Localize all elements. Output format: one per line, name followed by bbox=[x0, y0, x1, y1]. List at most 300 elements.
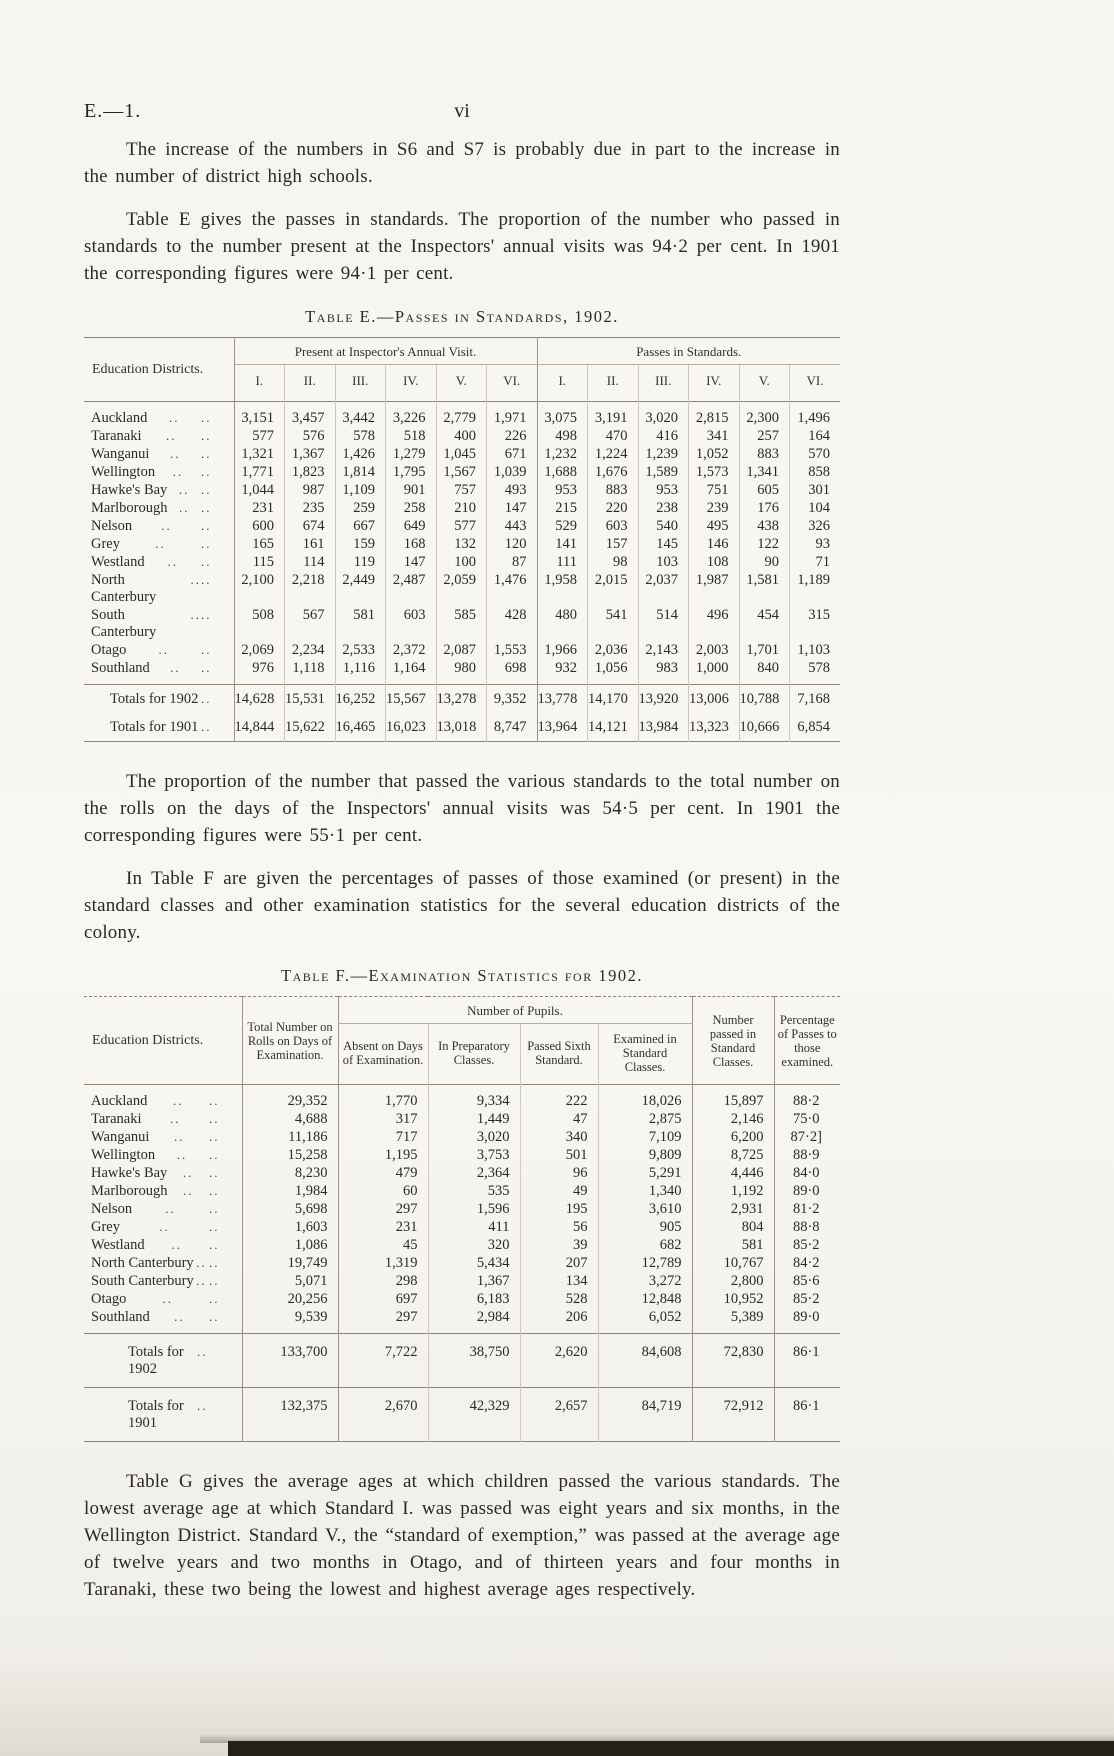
value-cell: 161 bbox=[285, 535, 336, 553]
table-row bbox=[84, 1146, 840, 1164]
value-cell: 4,688 bbox=[242, 1110, 338, 1128]
totals-label bbox=[84, 690, 224, 708]
value-cell: 1,000 bbox=[689, 659, 740, 685]
value-cell: 600 bbox=[252, 518, 274, 534]
value-cell: 164 bbox=[790, 427, 841, 445]
leader-dots: .. bbox=[200, 500, 212, 515]
value-cell: 132,375 bbox=[242, 1388, 338, 1442]
value-cell: 1,984 bbox=[242, 1182, 338, 1200]
value-cell: 84·2 bbox=[774, 1254, 840, 1272]
value-cell: 231 bbox=[338, 1218, 428, 1236]
value-cell: 222 bbox=[520, 1085, 598, 1111]
table-row bbox=[84, 1164, 840, 1182]
table-e-standard-col-passes-6: VI. bbox=[790, 365, 841, 402]
value-cell: 953 bbox=[638, 481, 689, 499]
district-cell bbox=[84, 553, 234, 571]
leader-dots: .. bbox=[170, 660, 181, 675]
district-name: Marlborough bbox=[91, 500, 168, 516]
value-cell: 717 bbox=[338, 1128, 428, 1146]
table-f bbox=[84, 996, 840, 1442]
value-cell: 905 bbox=[598, 1218, 692, 1236]
table-e-standard-col-passes-3: III. bbox=[638, 365, 689, 402]
value-cell: 56 bbox=[520, 1218, 598, 1236]
table-e-group-passes-header: Passes in Standards. bbox=[537, 338, 840, 365]
value-cell: 9,809 bbox=[598, 1146, 692, 1164]
value-cell: 8,747 bbox=[487, 713, 538, 742]
district-label bbox=[84, 1182, 232, 1200]
value-cell: 20,256 bbox=[242, 1290, 338, 1308]
value-cell: 603 bbox=[588, 517, 639, 535]
leader-dots: .. bbox=[200, 428, 212, 443]
page-header bbox=[84, 100, 840, 136]
value-cell: 13,964 bbox=[537, 713, 588, 742]
value-cell: 72,912 bbox=[692, 1388, 774, 1442]
value-cell: 114 bbox=[285, 553, 336, 571]
value-cell: 1,195 bbox=[338, 1146, 428, 1164]
leader-dots: .. bbox=[209, 1309, 220, 1324]
value-cell: 1,321 bbox=[241, 446, 274, 462]
value-cell: 682 bbox=[598, 1236, 692, 1254]
value-cell: 501 bbox=[520, 1146, 598, 1164]
table-row bbox=[84, 1085, 840, 1111]
value-cell: 207 bbox=[520, 1254, 598, 1272]
value-cell: 603 bbox=[386, 606, 437, 641]
value-cell: 86·1 bbox=[774, 1334, 840, 1388]
table-row bbox=[84, 1110, 840, 1128]
district-cell bbox=[84, 1128, 242, 1146]
table-e-standard-col-present-3: III. bbox=[335, 365, 386, 402]
value-cell: 39 bbox=[520, 1236, 598, 1254]
value-cell: 1,367 bbox=[428, 1272, 520, 1290]
value-cell: 529 bbox=[537, 517, 588, 535]
value-cell: 1,052 bbox=[689, 445, 740, 463]
value-cell: 5,698 bbox=[242, 1200, 338, 1218]
value-cell: 159 bbox=[335, 535, 386, 553]
value-cell: 585 bbox=[436, 606, 487, 641]
page-content bbox=[84, 100, 840, 1619]
district-label bbox=[84, 1200, 232, 1218]
value-cell: 840 bbox=[739, 659, 790, 685]
value-cell: 514 bbox=[638, 606, 689, 641]
leader-dots: .. bbox=[190, 572, 201, 587]
value-cell: 16,023 bbox=[386, 713, 437, 742]
district-label bbox=[84, 1146, 232, 1164]
value-cell: 1,688 bbox=[537, 463, 588, 481]
value-cell: 85·2 bbox=[774, 1236, 840, 1254]
value-cell: 134 bbox=[520, 1272, 598, 1290]
totals-label-cell bbox=[84, 1334, 242, 1388]
district-cell bbox=[84, 606, 234, 641]
value-cell: 341 bbox=[689, 427, 740, 445]
value-cell: 1,770 bbox=[338, 1085, 428, 1111]
table-e-standard-col-present-4: IV. bbox=[386, 365, 437, 402]
value-cell: 578 bbox=[790, 659, 841, 685]
value-cell: 16,252 bbox=[335, 685, 386, 714]
value-cell: 1,567 bbox=[436, 463, 487, 481]
district-cell bbox=[84, 427, 234, 445]
leader-dots: .. bbox=[200, 554, 212, 569]
value-cell: 3,151 bbox=[241, 410, 274, 426]
table-row bbox=[84, 1218, 840, 1236]
leader-dots: .. bbox=[201, 536, 212, 551]
value-cell: 29,352 bbox=[242, 1085, 338, 1111]
value-cell: 400 bbox=[436, 427, 487, 445]
value-cell: 4,446 bbox=[692, 1164, 774, 1182]
value-cell: 220 bbox=[588, 499, 639, 517]
value-cell: 1,103 bbox=[790, 641, 841, 659]
value-cell: 416 bbox=[638, 427, 689, 445]
value-cell: 235 bbox=[285, 499, 336, 517]
table-e-totals bbox=[84, 685, 840, 742]
district-name: Auckland bbox=[91, 1093, 148, 1109]
value-cell: 1,476 bbox=[487, 571, 538, 606]
table-row bbox=[84, 571, 840, 606]
table-row bbox=[84, 1200, 840, 1218]
district-cell bbox=[84, 571, 234, 606]
value-cell: 1,109 bbox=[335, 481, 386, 499]
value-cell: 1,795 bbox=[386, 463, 437, 481]
value-cell: 45 bbox=[338, 1236, 428, 1254]
value-cell: 454 bbox=[739, 606, 790, 641]
value-cell: 104 bbox=[790, 499, 841, 517]
leader-dots: .. bbox=[166, 428, 177, 443]
value-cell: 2,815 bbox=[689, 402, 740, 428]
table-row bbox=[84, 445, 840, 463]
district-cell bbox=[84, 1272, 242, 1290]
value-cell: 498 bbox=[537, 427, 588, 445]
leader-dots: .. bbox=[178, 482, 190, 497]
value-cell: 2,015 bbox=[588, 571, 639, 606]
value-cell: 119 bbox=[335, 553, 386, 571]
value-cell: 13,278 bbox=[436, 685, 487, 714]
value-cell: 411 bbox=[428, 1218, 520, 1236]
value-cell: 75·0 bbox=[774, 1110, 840, 1128]
district-cell bbox=[84, 1236, 242, 1254]
value-cell: 698 bbox=[487, 659, 538, 685]
district-name: Hawke's Bay bbox=[91, 1165, 168, 1181]
value-cell: 297 bbox=[338, 1308, 428, 1334]
value-cell: 2,800 bbox=[692, 1272, 774, 1290]
value-cell: 301 bbox=[790, 481, 841, 499]
value-cell: 1,426 bbox=[335, 445, 386, 463]
leader-dots: .. bbox=[170, 1111, 181, 1126]
value-cell: 259 bbox=[335, 499, 386, 517]
leader-dots: .. bbox=[173, 1129, 185, 1144]
value-cell: 89·0 bbox=[774, 1182, 840, 1200]
value-cell: 13,984 bbox=[638, 713, 689, 742]
district-label bbox=[84, 1254, 232, 1272]
table-f-district-header: Education Districts. bbox=[84, 997, 242, 1085]
value-cell: 165 bbox=[252, 536, 274, 552]
district-label bbox=[84, 641, 224, 659]
value-cell: 976 bbox=[252, 660, 274, 676]
value-cell: 493 bbox=[487, 481, 538, 499]
district-name: Southland bbox=[91, 660, 150, 676]
value-cell: 122 bbox=[739, 535, 790, 553]
value-cell: 1,701 bbox=[739, 641, 790, 659]
value-cell: 980 bbox=[436, 659, 487, 685]
table-row bbox=[84, 1182, 840, 1200]
value-cell: 2,146 bbox=[692, 1110, 774, 1128]
totals-label-text: Totals for 1901 bbox=[128, 1398, 184, 1431]
doc-reference: E.—1. bbox=[84, 100, 142, 122]
leader-dots: .. bbox=[201, 446, 212, 461]
value-cell: 8,230 bbox=[242, 1164, 338, 1182]
value-cell: 495 bbox=[689, 517, 740, 535]
district-cell bbox=[84, 402, 234, 428]
leader-dots: .. bbox=[176, 1147, 188, 1162]
value-cell: 14,121 bbox=[588, 713, 639, 742]
leader-dots: .. bbox=[208, 1147, 220, 1162]
district-cell bbox=[84, 1182, 242, 1200]
value-cell: 1,596 bbox=[428, 1200, 520, 1218]
leader-dots: .. bbox=[171, 1237, 183, 1252]
value-cell: 2,059 bbox=[436, 571, 487, 606]
value-cell: 100 bbox=[436, 553, 487, 571]
value-cell: 84,608 bbox=[598, 1334, 692, 1388]
table-f-pupils-group-header: Number of Pupils. bbox=[338, 997, 692, 1024]
value-cell: 932 bbox=[537, 659, 588, 685]
value-cell: 674 bbox=[285, 517, 336, 535]
paragraph-table-g-average-ages: Table G gives the average ages at which children passed the various standards. The lowest average age at which Standard I. was passed was eight years and six months, in the Wellington District. Standard V., the “standard of exemption,” was passed at the average age of twelve years and two months in Otago, and of thirteen years and four months in Taranaki, these two being the lowest and highest average ages respectively. bbox=[84, 1471, 840, 1600]
value-cell: 858 bbox=[790, 463, 841, 481]
value-cell: 1,279 bbox=[386, 445, 437, 463]
district-name: South Canterbury bbox=[91, 1273, 194, 1289]
district-cell bbox=[84, 463, 234, 481]
table-row bbox=[84, 517, 840, 535]
value-cell: 667 bbox=[335, 517, 386, 535]
value-cell: 14,170 bbox=[588, 685, 639, 714]
value-cell: 2,779 bbox=[436, 402, 487, 428]
value-cell: 98 bbox=[588, 553, 639, 571]
leader-dots: .. bbox=[201, 660, 212, 675]
district-name: Nelson bbox=[91, 1201, 133, 1217]
value-cell: 96 bbox=[520, 1164, 598, 1182]
table-e-standard-col-present-1: I. bbox=[255, 373, 264, 388]
district-name: Marlborough bbox=[91, 1183, 168, 1199]
table-row bbox=[84, 606, 840, 641]
district-label bbox=[84, 1290, 232, 1308]
value-cell: 1,044 bbox=[241, 482, 274, 498]
value-cell: 496 bbox=[689, 606, 740, 641]
totals-row bbox=[84, 1334, 840, 1388]
leader-dots: .. bbox=[209, 1093, 220, 1108]
value-cell: 120 bbox=[487, 535, 538, 553]
leader-dots: .. bbox=[201, 719, 212, 734]
value-cell: 2,620 bbox=[520, 1334, 598, 1388]
value-cell: 141 bbox=[537, 535, 588, 553]
value-cell: 1,340 bbox=[598, 1182, 692, 1200]
value-cell: 88·9 bbox=[774, 1146, 840, 1164]
value-cell: 10,952 bbox=[692, 1290, 774, 1308]
leader-dots: .. bbox=[201, 518, 212, 533]
value-cell: 2,037 bbox=[638, 571, 689, 606]
value-cell: 2,984 bbox=[428, 1308, 520, 1334]
value-cell: 1,192 bbox=[692, 1182, 774, 1200]
leader-dots: .. bbox=[169, 446, 181, 461]
table-row bbox=[84, 659, 840, 685]
value-cell: 1,164 bbox=[386, 659, 437, 685]
value-cell: 12,848 bbox=[598, 1290, 692, 1308]
district-label bbox=[84, 571, 224, 606]
value-cell: 2,234 bbox=[285, 641, 336, 659]
district-name: Otago bbox=[91, 642, 127, 658]
table-e-header bbox=[84, 338, 840, 402]
leader-dots: .. bbox=[201, 410, 212, 425]
leader-dots: .. bbox=[179, 500, 190, 515]
table-f-header bbox=[84, 997, 840, 1085]
leader-dots: .. bbox=[208, 1273, 220, 1288]
district-name: South Canterbury bbox=[91, 607, 157, 640]
table-f-body bbox=[84, 1085, 840, 1334]
value-cell: 38,750 bbox=[428, 1334, 520, 1388]
leader-dots: .. bbox=[201, 572, 212, 587]
district-cell bbox=[84, 1200, 242, 1218]
value-cell: 206 bbox=[520, 1308, 598, 1334]
value-cell: 7,109 bbox=[598, 1128, 692, 1146]
table-row bbox=[84, 481, 840, 499]
value-cell: 1,189 bbox=[790, 571, 841, 606]
value-cell: 2,143 bbox=[638, 641, 689, 659]
value-cell: 2,657 bbox=[520, 1388, 598, 1442]
value-cell: 85·6 bbox=[774, 1272, 840, 1290]
table-f-absent-header: Absent on Days of Examination. bbox=[338, 1024, 428, 1085]
value-cell: 210 bbox=[436, 499, 487, 517]
value-cell: 103 bbox=[638, 553, 689, 571]
value-cell: 231 bbox=[252, 500, 274, 516]
leader-dots: .. bbox=[168, 410, 180, 425]
leader-dots: .. bbox=[190, 607, 201, 622]
value-cell: 10,788 bbox=[739, 685, 790, 714]
value-cell: 19,749 bbox=[242, 1254, 338, 1272]
value-cell: 86·1 bbox=[774, 1388, 840, 1442]
value-cell: 3,075 bbox=[537, 402, 588, 428]
value-cell: 3,753 bbox=[428, 1146, 520, 1164]
value-cell: 15,567 bbox=[386, 685, 437, 714]
value-cell: 15,897 bbox=[692, 1085, 774, 1111]
value-cell: 1,971 bbox=[487, 402, 538, 428]
district-name: Taranaki bbox=[91, 428, 142, 444]
value-cell: 90 bbox=[739, 553, 790, 571]
table-row bbox=[84, 641, 840, 659]
value-cell: 3,610 bbox=[598, 1200, 692, 1218]
value-cell: 13,778 bbox=[537, 685, 588, 714]
value-cell: 1,039 bbox=[487, 463, 538, 481]
value-cell: 215 bbox=[537, 499, 588, 517]
leader-dots: .. bbox=[208, 1111, 220, 1126]
value-cell: 6,183 bbox=[428, 1290, 520, 1308]
district-name: North Canterbury bbox=[91, 1255, 194, 1271]
value-cell: 605 bbox=[739, 481, 790, 499]
value-cell: 176 bbox=[739, 499, 790, 517]
value-cell: 470 bbox=[588, 427, 639, 445]
district-label bbox=[84, 659, 224, 677]
value-cell: 2,931 bbox=[692, 1200, 774, 1218]
value-cell: 1,987 bbox=[689, 571, 740, 606]
district-label bbox=[84, 409, 224, 427]
district-label bbox=[84, 1308, 232, 1326]
leader-dots: .. bbox=[201, 642, 212, 657]
value-cell: 3,272 bbox=[598, 1272, 692, 1290]
value-cell: 13,018 bbox=[436, 713, 487, 742]
district-name: Westland bbox=[91, 1237, 145, 1253]
value-cell: 1,341 bbox=[739, 463, 790, 481]
value-cell: 2,036 bbox=[588, 641, 639, 659]
district-name: Otago bbox=[91, 1291, 127, 1307]
table-e-standard-col-passes-5: V. bbox=[739, 365, 790, 402]
value-cell: 6,200 bbox=[692, 1128, 774, 1146]
value-cell: 226 bbox=[487, 427, 538, 445]
value-cell: 480 bbox=[537, 606, 588, 641]
value-cell: 1,581 bbox=[739, 571, 790, 606]
table-row bbox=[84, 1128, 840, 1146]
totals-label-cell bbox=[84, 713, 234, 742]
value-cell: 8,725 bbox=[692, 1146, 774, 1164]
value-cell: 953 bbox=[537, 481, 588, 499]
district-name: Wanganui bbox=[91, 1129, 150, 1145]
value-cell: 239 bbox=[689, 499, 740, 517]
value-cell: 145 bbox=[638, 535, 689, 553]
table-f-total-roll-header: Total Number on Rolls on Days of Examination. bbox=[247, 1019, 333, 1062]
district-cell bbox=[84, 1146, 242, 1164]
value-cell: 9,334 bbox=[428, 1085, 520, 1111]
value-cell: 1,232 bbox=[537, 445, 588, 463]
table-row bbox=[84, 427, 840, 445]
leader-dots: .. bbox=[197, 1398, 208, 1413]
district-cell bbox=[84, 445, 234, 463]
district-cell bbox=[84, 499, 234, 517]
value-cell: 581 bbox=[335, 606, 386, 641]
value-cell: 258 bbox=[386, 499, 437, 517]
district-label bbox=[84, 517, 224, 535]
totals-label-text: Totals for 1902 bbox=[128, 1344, 184, 1377]
value-cell: 1,823 bbox=[285, 463, 336, 481]
value-cell: 1,553 bbox=[487, 641, 538, 659]
leader-dots: .. bbox=[209, 1291, 220, 1306]
value-cell: 1,603 bbox=[242, 1218, 338, 1236]
value-cell: 983 bbox=[638, 659, 689, 685]
value-cell: 88·8 bbox=[774, 1218, 840, 1236]
table-row bbox=[84, 1290, 840, 1308]
table-e-standard-col-passes-2: II. bbox=[588, 365, 639, 402]
value-cell: 10,767 bbox=[692, 1254, 774, 1272]
value-cell: 804 bbox=[692, 1218, 774, 1236]
table-e-group-present-header: Present at Inspector's Annual Visit. bbox=[234, 338, 537, 365]
value-cell: 168 bbox=[386, 535, 437, 553]
leader-dots: .. bbox=[165, 1201, 176, 1216]
value-cell: 757 bbox=[436, 481, 487, 499]
value-cell: 47 bbox=[520, 1110, 598, 1128]
value-cell: 1,367 bbox=[285, 445, 336, 463]
value-cell: 9,352 bbox=[487, 685, 538, 714]
leader-dots: .. bbox=[159, 1219, 170, 1234]
leader-dots: .. bbox=[183, 1183, 194, 1198]
leader-dots: .. bbox=[196, 1273, 207, 1288]
value-cell: 157 bbox=[588, 535, 639, 553]
value-cell: 2,364 bbox=[428, 1164, 520, 1182]
value-cell: 528 bbox=[520, 1290, 598, 1308]
district-name: Auckland bbox=[91, 410, 148, 426]
leader-dots: .. bbox=[209, 1129, 220, 1144]
district-label bbox=[84, 463, 224, 481]
table-row bbox=[84, 402, 840, 428]
value-cell: 298 bbox=[338, 1272, 428, 1290]
value-cell: 195 bbox=[520, 1200, 598, 1218]
leader-dots: .. bbox=[208, 1237, 220, 1252]
value-cell: 751 bbox=[689, 481, 740, 499]
page-number: vi bbox=[454, 100, 470, 122]
table-e-standard-col-present-5: V. bbox=[436, 365, 487, 402]
